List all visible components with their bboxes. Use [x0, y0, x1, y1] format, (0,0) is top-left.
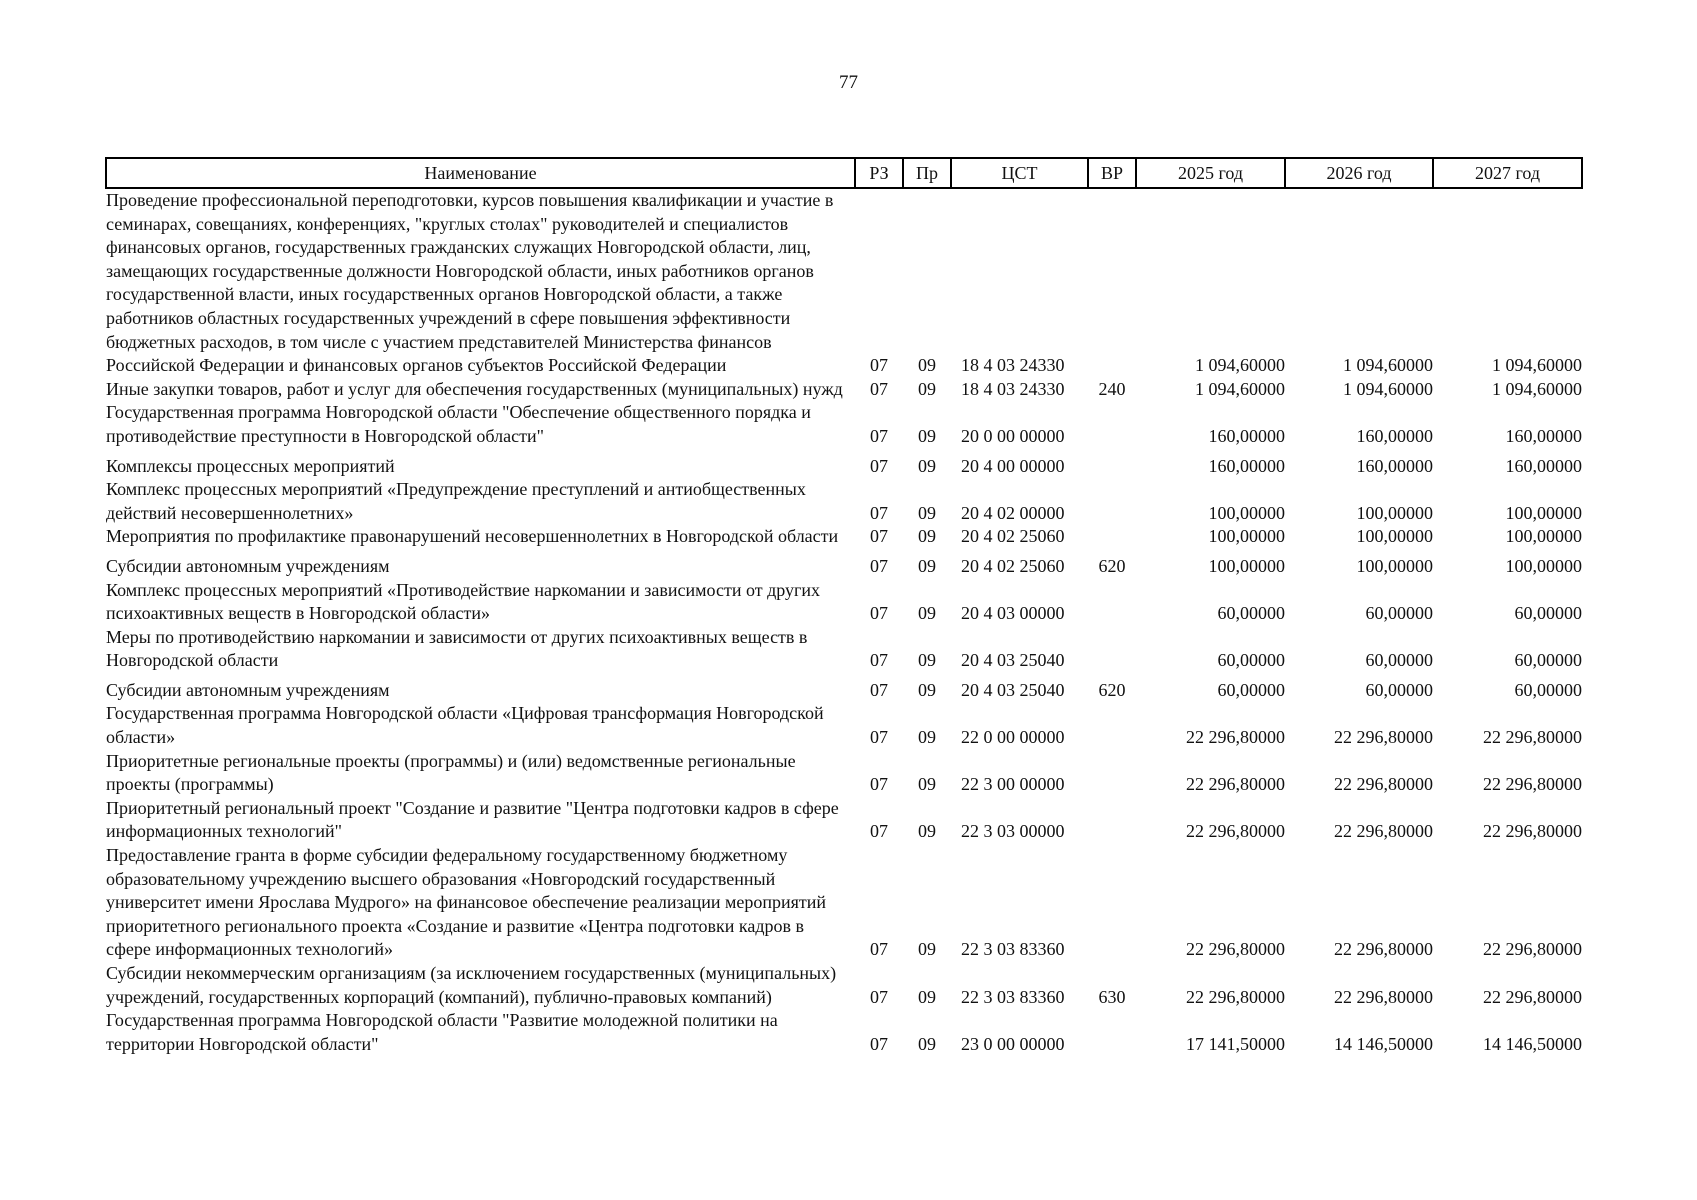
row-vr: [1088, 702, 1136, 749]
row-2025: 160,00000: [1208, 455, 1285, 476]
header-vr: ВР: [1088, 158, 1136, 188]
row-2027: 160,00000: [1505, 425, 1582, 446]
table-row: [106, 378, 1582, 402]
row-pr: 09: [918, 378, 936, 399]
row-cst: 18 4 03 24330: [961, 355, 1065, 376]
row-pr: 09: [918, 1033, 936, 1054]
table-row: [106, 549, 1582, 579]
row-pr: 09: [918, 774, 936, 795]
row-cst: 23 0 00 00000: [961, 1033, 1065, 1054]
row-2025: 1 094,60000: [1195, 378, 1285, 399]
row-2027: 100,00000: [1505, 526, 1582, 547]
row-2025: 22 296,80000: [1186, 774, 1285, 795]
row-2025: 160,00000: [1208, 425, 1285, 446]
row-2026: 14 146,50000: [1334, 1033, 1433, 1054]
row-pr: 09: [918, 526, 936, 547]
row-cst: 22 3 03 00000: [961, 821, 1065, 842]
row-vr: [1088, 525, 1136, 549]
row-rz: 07: [870, 603, 888, 624]
table-row: [106, 1009, 1582, 1056]
row-2026: 1 094,60000: [1343, 378, 1433, 399]
row-2026: 100,00000: [1356, 526, 1433, 547]
row-2025: 22 296,80000: [1186, 986, 1285, 1007]
row-2027: 1 094,60000: [1492, 378, 1582, 399]
row-name: Субсидии некоммерческим организациям (за исключением государственных (муниципальных) учреждений, государственных корпораций (компаний), публично-правовых компаний): [106, 963, 837, 1007]
header-cst: ЦСТ: [951, 158, 1088, 188]
row-2026: 22 296,80000: [1334, 986, 1433, 1007]
row-pr: 09: [918, 679, 936, 700]
header-2026: 2026 год: [1285, 158, 1433, 188]
row-2025: 1 094,60000: [1195, 355, 1285, 376]
row-2027: 100,00000: [1505, 555, 1582, 576]
row-2026: 160,00000: [1356, 455, 1433, 476]
row-name: Комплексы процессных мероприятий: [106, 455, 395, 476]
row-2026: 22 296,80000: [1334, 821, 1433, 842]
row-name: Меры по противодействию наркомании и зависимости от других психоактивных веществ в Новгородской области: [106, 626, 808, 671]
row-2025: 17 141,50000: [1186, 1033, 1285, 1054]
row-vr: 620: [1098, 555, 1126, 576]
row-pr: 09: [918, 555, 936, 576]
row-vr: [1088, 401, 1136, 448]
row-vr: [1088, 478, 1136, 525]
row-rz: 07: [870, 355, 888, 376]
row-rz: 07: [870, 455, 888, 476]
row-cst: 22 3 03 83360: [961, 939, 1065, 960]
row-2025: 100,00000: [1208, 502, 1285, 523]
row-2026: 22 296,80000: [1334, 939, 1433, 960]
table-row: [106, 449, 1582, 479]
header-2027: 2027 год: [1433, 158, 1582, 188]
row-2026: 60,00000: [1365, 679, 1433, 700]
row-name: Приоритетные региональные проекты (программы) и (или) ведомственные региональные проекты (программы): [106, 750, 796, 795]
row-name: Субсидии автономным учреждениям: [106, 555, 390, 576]
row-rz: 07: [870, 555, 888, 576]
row-pr: 09: [918, 355, 936, 376]
row-2025: 60,00000: [1217, 603, 1285, 624]
row-2026: 22 296,80000: [1334, 727, 1433, 748]
row-2026: 22 296,80000: [1334, 774, 1433, 795]
row-name: Приоритетный региональный проект "Создание и развитие "Центра подготовки кадров в сфере информационных технологий": [106, 797, 839, 842]
table-body: [106, 188, 1582, 1056]
row-2027: 60,00000: [1514, 650, 1582, 671]
table-row: [106, 401, 1582, 448]
row-vr: [1088, 626, 1136, 673]
row-rz: 07: [870, 679, 888, 700]
row-name: Проведение профессиональной переподготовки, курсов повышения квалификации и участие в семинарах, совещаниях, конференциях, "круглых столах" руководителей и специалистов финансовых органов, государственных гражданских служащих Новгородской области, лиц, замещающих государственные должности Новгородской области, иных работников органов государственной власти, иных государственных органов Новгородской области, а также работников областных государственных учреждений в сфере повышения эффективности бюджетных расходов, в том числе с участием представителей Министерства финансов Российской Федерации и финансовых органов субъектов Российской Федерации: [106, 190, 834, 376]
row-2025: 22 296,80000: [1186, 821, 1285, 842]
table-row: [106, 673, 1582, 703]
row-vr: [1088, 449, 1136, 479]
row-name: Иные закупки товаров, работ и услуг для обеспечения государственных (муниципальных) нужд: [106, 378, 843, 399]
row-2025: 100,00000: [1208, 526, 1285, 547]
row-pr: 09: [918, 650, 936, 671]
row-name: Мероприятия по профилактике правонарушений несовершеннолетних в Новгородской области: [106, 526, 839, 547]
row-pr: 09: [918, 502, 936, 523]
row-name: Государственная программа Новгородской области «Цифровая трансформация Новгородской области»: [106, 703, 824, 748]
row-rz: 07: [870, 727, 888, 748]
table-row: [106, 844, 1582, 962]
row-name: Комплекс процессных мероприятий «Предупреждение преступлений и антиобщественных действий несовершеннолетних»: [106, 479, 806, 523]
row-rz: 07: [870, 821, 888, 842]
row-rz: 07: [870, 526, 888, 547]
row-rz: 07: [870, 1033, 888, 1054]
row-rz: 07: [870, 939, 888, 960]
row-rz: 07: [870, 378, 888, 399]
row-2027: 60,00000: [1514, 679, 1582, 700]
row-cst: 20 4 03 25040: [961, 679, 1065, 700]
row-2026: 100,00000: [1356, 555, 1433, 576]
row-rz: 07: [870, 650, 888, 671]
row-cst: 18 4 03 24330: [961, 378, 1065, 399]
table-row: [106, 797, 1582, 844]
row-pr: 09: [918, 727, 936, 748]
row-rz: 07: [870, 774, 888, 795]
row-2026: 1 094,60000: [1343, 355, 1433, 376]
header-pr: Пр: [903, 158, 951, 188]
row-vr: [1088, 844, 1136, 962]
budget-table: [105, 157, 1583, 1056]
row-vr: 240: [1098, 378, 1126, 399]
row-pr: 09: [918, 603, 936, 624]
row-pr: 09: [918, 455, 936, 476]
table-header-row: [106, 158, 1582, 188]
row-2026: 60,00000: [1365, 650, 1433, 671]
row-cst: 20 4 02 25060: [961, 526, 1065, 547]
row-2027: 22 296,80000: [1483, 727, 1582, 748]
row-2026: 160,00000: [1356, 425, 1433, 446]
row-cst: 20 4 02 25060: [961, 555, 1065, 576]
row-2027: 1 094,60000: [1492, 355, 1582, 376]
row-pr: 09: [918, 939, 936, 960]
row-2026: 100,00000: [1356, 502, 1433, 523]
row-rz: 07: [870, 986, 888, 1007]
table-row: [106, 702, 1582, 749]
row-vr: [1088, 1009, 1136, 1056]
row-name: Предоставление гранта в форме субсидии федеральному государственному бюджетному образовательному учреждению высшего образования «Новгородский государственный университет имени Ярослава Мудрого» на финансовое обеспечение реализации мероприятий приоритетного регионального проекта «Создание и развитие «Центра подготовки кадров в сфере информационных технологий»: [106, 845, 827, 960]
row-cst: 22 0 00 00000: [961, 727, 1065, 748]
row-cst: 20 0 00 00000: [961, 425, 1065, 446]
row-cst: 22 3 03 83360: [961, 986, 1065, 1007]
row-name: Государственная программа Новгородской области "Обеспечение общественного порядка и противодействие преступности в Новгородской области": [106, 402, 811, 446]
row-name: Государственная программа Новгородской области "Развитие молодежной политики на территории Новгородской области": [106, 1010, 778, 1054]
row-pr: 09: [918, 986, 936, 1007]
row-rz: 07: [870, 502, 888, 523]
row-rz: 07: [870, 425, 888, 446]
page-number: 77: [839, 72, 858, 93]
row-vr: [1088, 750, 1136, 797]
row-name: Комплекс процессных мероприятий «Противодействие наркомании и зависимости от других психоактивных веществ в Новгородской области»: [106, 579, 821, 624]
row-vr: [1088, 188, 1136, 378]
row-2027: 22 296,80000: [1483, 821, 1582, 842]
table-row: [106, 188, 1582, 378]
table-row: [106, 478, 1582, 525]
row-vr: 620: [1098, 679, 1126, 700]
row-2027: 14 146,50000: [1483, 1033, 1582, 1054]
row-2027: 22 296,80000: [1483, 986, 1582, 1007]
row-2027: 100,00000: [1505, 502, 1582, 523]
row-2025: 22 296,80000: [1186, 727, 1285, 748]
row-2027: 22 296,80000: [1483, 774, 1582, 795]
header-rz: РЗ: [855, 158, 903, 188]
row-pr: 09: [918, 821, 936, 842]
header-name: Наименование: [106, 158, 855, 188]
row-cst: 20 4 00 00000: [961, 455, 1065, 476]
table-row: [106, 525, 1582, 549]
row-2027: 160,00000: [1505, 455, 1582, 476]
table-row: [106, 579, 1582, 626]
row-2025: 60,00000: [1217, 650, 1285, 671]
row-2025: 60,00000: [1217, 679, 1285, 700]
row-vr: [1088, 797, 1136, 844]
table-row: [106, 626, 1582, 673]
row-2025: 22 296,80000: [1186, 939, 1285, 960]
row-2027: 22 296,80000: [1483, 939, 1582, 960]
table-row: [106, 750, 1582, 797]
row-pr: 09: [918, 425, 936, 446]
row-cst: 20 4 02 00000: [961, 502, 1065, 523]
row-cst: 20 4 03 25040: [961, 650, 1065, 671]
row-2025: 100,00000: [1208, 555, 1285, 576]
row-cst: 22 3 00 00000: [961, 774, 1065, 795]
row-cst: 20 4 03 00000: [961, 603, 1065, 624]
row-name: Субсидии автономным учреждениям: [106, 679, 390, 700]
row-vr: 630: [1098, 986, 1126, 1007]
row-vr: [1088, 579, 1136, 626]
header-2025: 2025 год: [1136, 158, 1285, 188]
table-row: [106, 962, 1582, 1009]
row-2027: 60,00000: [1514, 603, 1582, 624]
row-2026: 60,00000: [1365, 603, 1433, 624]
